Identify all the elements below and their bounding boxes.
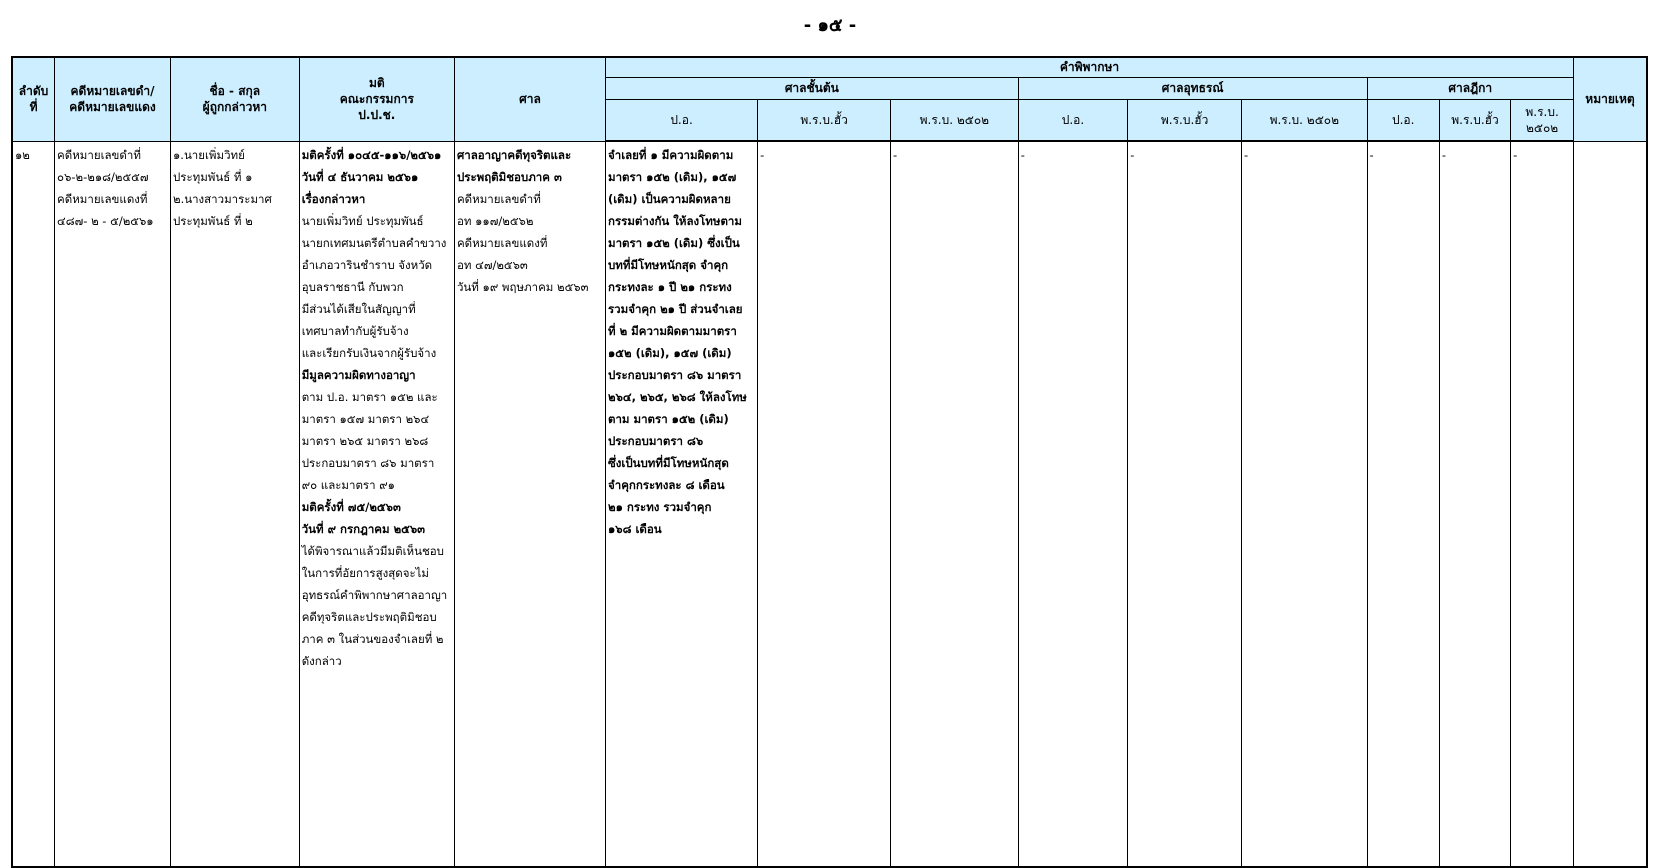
judgment-line: บทที่มีโทษหนักสุด จำคุก	[608, 258, 729, 272]
row-appeal-criminal-code: -	[1018, 141, 1128, 867]
resolution-line: มติครั้งที่ ๑๐๔๕-๑๑๖/๒๕๖๑	[301, 147, 442, 162]
judgment-line: ประกอบมาตรา ๘๖ มาตรา	[608, 368, 742, 382]
resolution-line: เทศบาลทำกับผู้รับจ้าง	[301, 323, 409, 338]
resolution-line: เรื่องกล่าวหา	[301, 191, 366, 206]
resolution-line: มีมูลความผิดทางอาญา	[301, 367, 416, 382]
resolution-line: ตาม ป.อ. มาตรา ๑๕๒ และ	[301, 389, 438, 404]
row-remarks	[1574, 141, 1647, 867]
header-court-first-instance: ศาลชั้นต้น	[606, 77, 1019, 99]
header-case-number: คดีหมายเลขดำ/ คดีหมายเลขแดง	[55, 57, 171, 141]
resolution-line: วันที่ ๔ ธันวาคม ๒๕๖๑	[301, 169, 419, 184]
row-order: ๑๒	[12, 141, 55, 867]
resolution-line: ๙๐ และมาตรา ๙๑	[301, 477, 395, 492]
table-row	[12, 141, 1647, 867]
judgment-line: รวมจำคุก ๒๑ ปี ส่วนจำเลย	[608, 302, 743, 316]
row-case-number: คดีหมายเลขดำที่ ๐๖-๒-๒๑๘/๒๕๕๗ คดีหมายเลขแดงที่ ๔๘๗- ๒ - ๕/๒๕๖๑	[55, 141, 171, 867]
row-first-act-2502: -	[891, 141, 1019, 867]
resolution-line: มาตรา ๑๕๗ มาตรา ๒๖๔	[301, 411, 430, 426]
header-court-supreme: ศาลฎีกา	[1367, 77, 1573, 99]
row-first-criminal-code-judgment	[606, 141, 758, 867]
judgment-line: ๑๖๘ เดือน	[608, 522, 662, 536]
resolution-line: นายเพิ่มวิทย์ ประทุมพันธ์	[301, 213, 424, 228]
judgment-line: จำคุกกระทงละ ๘ เดือน	[608, 478, 725, 492]
header-order: ลำดับที่	[12, 57, 55, 141]
judgment-line: ๒๖๔, ๒๖๕, ๒๖๘ ให้ลงโทษ	[608, 390, 747, 404]
row-first-bid-act: -	[758, 141, 891, 867]
judgment-line: จำเลยที่ ๑ มีความผิดตาม	[608, 148, 734, 162]
header-first-criminal-code: ป.อ.	[606, 99, 758, 141]
resolution-line: นายกเทศมนตรีตำบลคำขวาง	[301, 235, 447, 250]
resolution-line: ในการที่อัยการสูงสุดจะไม่	[301, 565, 429, 580]
header-nacc-resolution: มติ คณะกรรมการ ป.ป.ช.	[299, 57, 454, 141]
row-appeal-bid-act: -	[1128, 141, 1242, 867]
case-table	[11, 56, 1648, 868]
header-first-act-2502: พ.ร.บ. ๒๕๐๒	[891, 99, 1019, 141]
resolution-line: อำเภอวารินชำราบ จังหวัด	[301, 257, 433, 272]
judgment-line: ประกอบมาตรา ๘๖	[608, 434, 704, 448]
court-line: คดีหมายเลขแดงที่	[456, 235, 548, 250]
header-appeal-act-2502: พ.ร.บ. ๒๕๐๒	[1242, 99, 1368, 141]
resolution-line: ประกอบมาตรา ๘๖ มาตรา	[301, 455, 435, 470]
header-supreme-criminal-code: ป.อ.	[1367, 99, 1439, 141]
header-court-appeal: ศาลอุทธรณ์	[1018, 77, 1367, 99]
row-supreme-bid-act: -	[1439, 141, 1510, 867]
row-accused-name: ๑.นายเพิ่มวิทย์ ประทุมพันธ์ ที่ ๑ ๒.นางสาวมาระมาศ ประทุมพันธ์ ที่ ๒	[170, 141, 299, 867]
header-judgment: คำพิพากษา	[606, 57, 1574, 77]
judgment-line: กรรมต่างกัน ให้ลงโทษตาม	[608, 214, 742, 228]
court-line: ประพฤติมิชอบภาค ๓	[456, 169, 562, 184]
court-line: ศาลอาญาคดีทุจริตและ	[456, 147, 572, 162]
resolution-line: มติครั้งที่ ๗๕/๒๕๖๓	[301, 499, 401, 514]
header-court: ศาล	[454, 57, 605, 141]
header-supreme-act-2502: พ.ร.บ. ๒๕๐๒	[1511, 99, 1574, 141]
header-appeal-bid-act: พ.ร.บ.ฮั้ว	[1128, 99, 1242, 141]
court-line: คดีหมายเลขดำที่	[456, 191, 541, 206]
resolution-line: คดีทุจริตและประพฤติมิชอบ	[301, 609, 437, 624]
resolution-line: และเรียกรับเงินจากผู้รับจ้าง	[301, 345, 437, 360]
page-number: - ๑๕ -	[803, 15, 857, 36]
judgment-line: ซึ่งเป็นบทที่มีโทษหนักสุด	[608, 456, 729, 470]
judgment-line: มาตรา ๑๕๒ (เดิม) ซึ่งเป็น	[608, 236, 740, 250]
resolution-line: วันที่ ๙ กรกฎาคม ๒๕๖๓	[301, 521, 426, 536]
header-remarks: หมายเหตุ	[1574, 57, 1647, 141]
resolution-line: ดังกล่าว	[301, 653, 342, 668]
row-supreme-act-2502: -	[1511, 141, 1574, 867]
court-line: อท ๔๗/๒๕๖๓	[456, 257, 528, 272]
court-line: วันที่ ๑๙ พฤษภาคม ๒๕๖๓	[456, 279, 589, 294]
row-supreme-criminal-code: -	[1367, 141, 1439, 867]
judgment-line: ๑๕๒ (เดิม), ๑๕๗ (เดิม)	[608, 346, 732, 360]
resolution-line: อุบลราชธานี กับพวก	[301, 279, 404, 294]
resolution-line: อุทธรณ์คำพิพากษาศาลอาญา	[301, 587, 448, 602]
header-supreme-bid-act: พ.ร.บ.ฮั้ว	[1439, 99, 1510, 141]
resolution-line: มาตรา ๒๖๕ มาตรา ๒๖๘	[301, 433, 429, 448]
judgment-line: ที่ ๒ มีความผิดตามมาตรา	[608, 324, 737, 338]
row-appeal-act-2502: -	[1242, 141, 1368, 867]
resolution-line: ภาค ๓ ในส่วนของจำเลยที่ ๒	[301, 631, 444, 646]
judgment-line: (เดิม) เป็นความผิดหลาย	[608, 192, 731, 206]
resolution-line: ได้พิจารณาแล้วมีมติเห็นชอบ	[301, 543, 444, 558]
row-nacc-resolution	[299, 141, 454, 867]
header-appeal-criminal-code: ป.อ.	[1018, 99, 1128, 141]
court-line: อท ๑๑๗/๒๕๖๒	[456, 213, 534, 228]
header-accused-name: ชื่อ - สกุล ผู้ถูกกล่าวหา	[170, 57, 299, 141]
row-court	[454, 141, 605, 867]
judgment-line: กระทงละ ๑ ปี ๒๑ กระทง	[608, 280, 732, 294]
judgment-line: มาตรา ๑๕๒ (เดิม), ๑๕๗	[608, 170, 737, 184]
judgment-line: ๒๑ กระทง รวมจำคุก	[608, 500, 712, 514]
judgment-line: ตาม มาตรา ๑๕๒ (เดิม)	[608, 412, 729, 426]
header-first-bid-act: พ.ร.บ.ฮั้ว	[758, 99, 891, 141]
resolution-line: มีส่วนได้เสียในสัญญาที่	[301, 301, 416, 316]
